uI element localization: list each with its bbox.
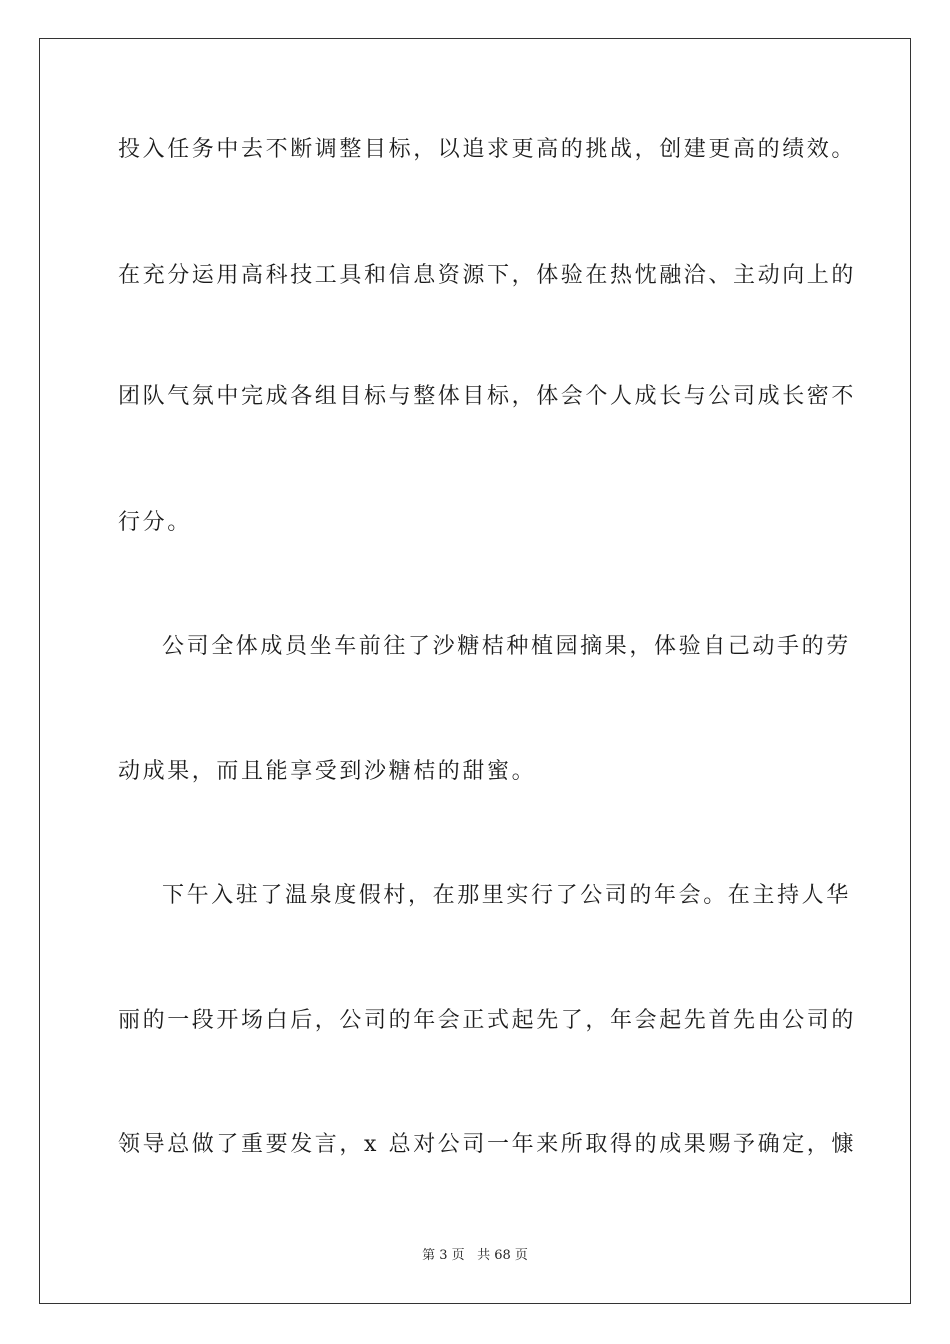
paragraph-line: 行分。	[118, 510, 192, 535]
page-number: 第 3 页	[422, 1248, 465, 1263]
paragraph-line: 动成果，而且能享受到沙糖桔的甜蜜。	[118, 759, 537, 784]
paragraph-line: 下午入驻了温泉度假村，在那里实行了公司的年会。在主持人华	[162, 883, 851, 908]
page-footer	[0, 1246, 950, 1266]
paragraph-line: 在充分运用高科技工具和信息资源下，体验在热忱融洽、主动向上的	[118, 263, 857, 288]
paragraph-line: 公司全体成员坐车前往了沙糖桔种植园摘果，体验自己动手的劳	[162, 634, 851, 659]
paragraph-line: 领导总做了重要发言，x 总对公司一年来所取得的成果赐予确定，慷	[118, 1132, 857, 1157]
paragraph-line: 丽的一段开场白后，公司的年会正式起先了，年会起先首先由公司的	[118, 1008, 857, 1033]
total-pages: 共 68 页	[477, 1248, 528, 1263]
paragraph-line: 团队气氛中完成各组目标与整体目标，体会个人成长与公司成长密不	[118, 384, 857, 409]
paragraph-line: 投入任务中去不断调整目标，以追求更高的挑战，创建更高的绩效。	[118, 137, 857, 162]
page-border	[39, 38, 911, 1304]
footer-spacer	[465, 1248, 477, 1263]
